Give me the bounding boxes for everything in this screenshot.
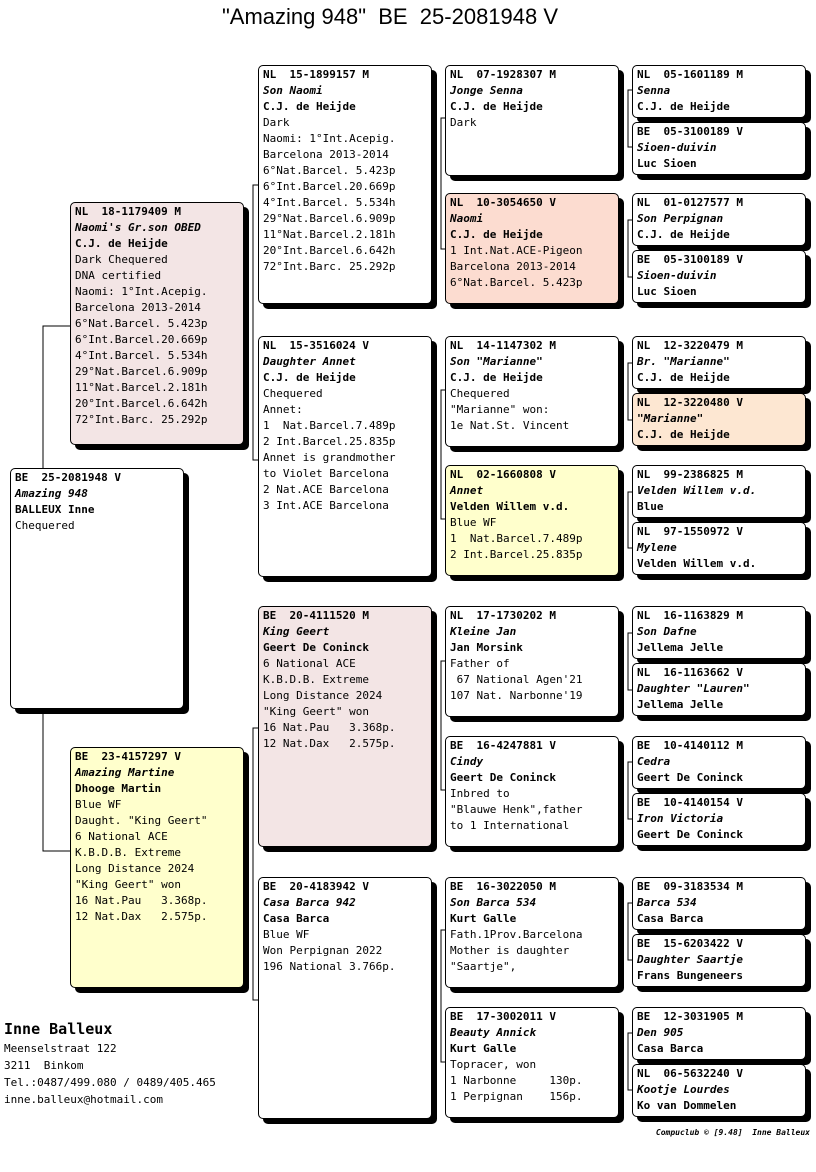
owner-name: Jellema Jelle <box>637 641 724 654</box>
pigeon-card-g7[interactable] <box>632 465 806 518</box>
ring-number: BE 23-4157297 V <box>75 750 181 763</box>
pigeon-name: Son Dafne <box>637 625 697 638</box>
pigeon-card-dds[interactable] <box>445 877 619 988</box>
info-line: "King Geert" won <box>263 705 369 718</box>
owner-name: Kurt Galle <box>450 912 517 925</box>
pigeon-card-dd[interactable] <box>258 877 432 1119</box>
pigeon-name: Sioen-duivin <box>637 141 717 154</box>
owner-name: C.J. de Heijde <box>637 228 730 241</box>
owner-name: Jellema Jelle <box>637 698 724 711</box>
info-line: "Marianne" won: <box>450 403 550 416</box>
info-line: 29°Nat.Barcel.6.909p <box>263 212 396 225</box>
pigeon-name: Son Perpignan <box>637 212 724 225</box>
breeder-address-street: Meenselstraat 122 <box>4 1042 117 1055</box>
info-line: Long Distance 2024 <box>263 689 383 702</box>
info-line: Mother is daughter <box>450 944 570 957</box>
info-line: Fath.1Prov.Barcelona <box>450 928 583 941</box>
pigeon-name: Beauty Annick <box>450 1026 537 1039</box>
owner-name: Geert De Coninck <box>263 641 369 654</box>
ring-number: NL 01-0127577 M <box>637 196 743 209</box>
pigeon-name: Cedra <box>637 755 671 768</box>
info-line: Blue WF <box>263 928 310 941</box>
pigeon-name: Cindy <box>450 755 484 768</box>
info-line: 20°Int.Barcel.6.642h <box>263 244 396 257</box>
info-line: 1 Narbonne 130p. <box>450 1074 583 1087</box>
info-line: K.B.D.B. Extreme <box>75 846 181 859</box>
info-line: 6°Nat.Barcel. 5.423p <box>75 317 208 330</box>
info-line: DNA certified <box>75 269 162 282</box>
ring-number: NL 16-1163662 V <box>637 666 743 679</box>
owner-name: Casa Barca <box>637 912 704 925</box>
owner-name: C.J. de Heijde <box>450 100 543 113</box>
info-line: 2 Int.Barcel.25.835p <box>263 435 396 448</box>
pigeon-name: Sioen-duivin <box>637 269 717 282</box>
breeder-info <box>4 1018 216 1108</box>
info-line: 29°Nat.Barcel.6.909p <box>75 365 208 378</box>
pigeon-name: "Marianne" <box>637 412 704 425</box>
info-line: "Blauwe Henk",father <box>450 803 583 816</box>
ring-number: NL 05-1601189 M <box>637 68 743 81</box>
pigeon-card-sd[interactable] <box>258 336 432 577</box>
pigeon-name: Son Naomi <box>263 84 323 97</box>
info-line: "King Geert" won <box>75 878 181 891</box>
owner-name: C.J. de Heijde <box>637 100 730 113</box>
info-line: 2 Nat.ACE Barcelona <box>263 483 389 496</box>
pigeon-name: Amazing 948 <box>15 487 88 500</box>
ring-number: BE 05-3100189 V <box>637 253 743 266</box>
ring-number: NL 97-1550972 V <box>637 525 743 538</box>
owner-name: Velden Willem v.d. <box>450 500 570 513</box>
info-line: Blue WF <box>75 798 122 811</box>
ring-number: NL 15-1899157 M <box>263 68 369 81</box>
info-line: Annet is grandmother <box>263 451 396 464</box>
info-line: 12 Nat.Dax 2.575p. <box>263 737 396 750</box>
info-line: 72°Int.Barc. 25.292p <box>263 260 396 273</box>
info-line: Dark <box>263 116 290 129</box>
info-line: 6°Nat.Barcel. 5.423p <box>263 164 396 177</box>
owner-name: Luc Sioen <box>637 285 697 298</box>
owner-name: Geert De Coninck <box>450 771 556 784</box>
info-line: 1 Nat.Barcel.7.489p <box>450 532 583 545</box>
owner-name: Frans Bungeneers <box>637 969 743 982</box>
owner-name: Ko van Dommelen <box>637 1099 737 1112</box>
breeder-name: Inne Balleux <box>4 1020 113 1038</box>
info-line: Chequered <box>15 519 75 532</box>
pigeon-card-g5[interactable] <box>632 336 806 389</box>
owner-name: Casa Barca <box>263 912 330 925</box>
ring-number: BE 15-6203422 V <box>637 937 743 950</box>
pigeon-name: Naomi's Gr.son OBED <box>75 221 201 234</box>
footer-credit: Compuclub © [9.48] Inne Balleux <box>655 1128 810 1137</box>
info-line: Inbred to <box>450 787 510 800</box>
ring-number: NL 07-1928307 M <box>450 68 556 81</box>
ring-number: BE 16-4247881 V <box>450 739 556 752</box>
pigeon-name: Br. "Marianne" <box>637 355 730 368</box>
owner-name: C.J. de Heijde <box>263 371 356 384</box>
pigeon-card-g4[interactable] <box>632 250 806 303</box>
pigeon-card-g10[interactable] <box>632 663 806 716</box>
info-line: Topracer, won <box>450 1058 537 1071</box>
owner-name: Luc Sioen <box>637 157 697 170</box>
info-line: to Violet Barcelona <box>263 467 389 480</box>
ring-number: NL 14-1147302 M <box>450 339 556 352</box>
pigeon-name: Barca 534 <box>637 896 697 909</box>
ring-number: BE 20-4111520 M <box>263 609 369 622</box>
info-line: Barcelona 2013-2014 <box>450 260 576 273</box>
pigeon-card-root[interactable] <box>10 468 184 709</box>
pigeon-name: Son Barca 534 <box>450 896 537 909</box>
info-line: "Saartje", <box>450 960 517 973</box>
info-line: 1e Nat.St. Vincent <box>450 419 570 432</box>
pigeon-name: Amazing Martine <box>75 766 175 779</box>
info-line: Chequered <box>263 387 323 400</box>
pigeon-card-sss[interactable] <box>445 65 619 176</box>
ring-number: BE 05-3100189 V <box>637 125 743 138</box>
ring-number: BE 20-4183942 V <box>263 880 369 893</box>
pigeon-card-g11[interactable] <box>632 736 806 789</box>
info-line: 3 Int.ACE Barcelona <box>263 499 389 512</box>
info-line: Daught. "King Geert" <box>75 814 208 827</box>
pigeon-card-g16[interactable] <box>632 1064 806 1117</box>
breeder-address-city: 3211 Binkom <box>4 1059 84 1072</box>
pigeon-name: Daughter Saartje <box>637 953 743 966</box>
pigeon-card-sire[interactable] <box>70 202 244 445</box>
info-line: 12 Nat.Dax 2.575p. <box>75 910 208 923</box>
pigeon-name: Velden Willem v.d. <box>637 484 757 497</box>
pigeon-card-ss[interactable] <box>258 65 432 304</box>
owner-name: Casa Barca <box>637 1042 704 1055</box>
info-line: 16 Nat.Pau 3.368p. <box>75 894 208 907</box>
info-line: Blue WF <box>450 516 497 529</box>
info-line: Annet: <box>263 403 303 416</box>
pigeon-name: Son "Marianne" <box>450 355 543 368</box>
ring-number: BE 25-2081948 V <box>15 471 121 484</box>
pigeon-card-dam[interactable] <box>70 747 244 988</box>
owner-name: C.J. de Heijde <box>637 428 730 441</box>
info-line: 67 National Agen'21 <box>450 673 583 686</box>
owner-name: Jan Morsink <box>450 641 523 654</box>
info-line: 1 Nat.Barcel.7.489p <box>263 419 396 432</box>
info-line: Barcelona 2013-2014 <box>75 301 201 314</box>
page-title: "Amazing 948" BE 25-2081948 V <box>221 4 559 29</box>
ring-number: BE 17-3002011 V <box>450 1010 556 1023</box>
pigeon-name: Daughter "Lauren" <box>637 682 750 695</box>
info-line: Naomi: 1°Int.Acepig. <box>75 285 208 298</box>
pigeon-card-g15[interactable] <box>632 1007 806 1060</box>
owner-name: Geert De Coninck <box>637 771 743 784</box>
pigeon-card-g6[interactable] <box>632 393 806 446</box>
ring-number: NL 02-1660808 V <box>450 468 556 481</box>
info-line: 4°Int.Barcel. 5.534h <box>263 196 396 209</box>
breeder-email[interactable]: inne.balleux@hotmail.com <box>4 1093 163 1106</box>
info-line: 6°Nat.Barcel. 5.423p <box>450 276 583 289</box>
ring-number: NL 18-1179409 M <box>75 205 181 218</box>
info-line: 6°Int.Barcel.20.669p <box>263 180 396 193</box>
info-line: 72°Int.Barc. 25.292p <box>75 413 208 426</box>
owner-name: Dhooge Martin <box>75 782 162 795</box>
info-line: 1 Perpignan 156p. <box>450 1090 583 1103</box>
info-line: Dark Chequered <box>75 253 168 266</box>
ring-number: NL 12-3220480 V <box>637 396 743 409</box>
owner-name: Blue <box>637 500 664 513</box>
info-line: 16 Nat.Pau 3.368p. <box>263 721 396 734</box>
breeder-phone: Tel.:0487/499.080 / 0489/405.465 <box>4 1076 216 1089</box>
info-line: 20°Int.Barcel.6.642h <box>75 397 208 410</box>
info-line: Naomi: 1°Int.Acepig. <box>263 132 396 145</box>
pigeon-name: Naomi <box>450 212 484 225</box>
info-line: 4°Int.Barcel. 5.534h <box>75 349 208 362</box>
pigeon-card-dsd[interactable] <box>445 736 619 847</box>
ring-number: NL 16-1163829 M <box>637 609 743 622</box>
ring-number: NL 17-1730202 M <box>450 609 556 622</box>
info-line: 11°Nat.Barcel.2.181h <box>263 228 396 241</box>
info-line: 11°Nat.Barcel.2.181h <box>75 381 208 394</box>
pigeon-card-g14[interactable] <box>632 934 806 987</box>
ring-number: NL 99-2386825 M <box>637 468 743 481</box>
pigeon-name: Senna <box>637 84 671 97</box>
pigeon-name: Mylene <box>637 541 677 554</box>
owner-name: C.J. de Heijde <box>75 237 168 250</box>
info-line: Father of <box>450 657 510 670</box>
pigeon-name: Den 905 <box>637 1026 684 1039</box>
pigeon-card-g12[interactable] <box>632 793 806 846</box>
info-line: 196 National 3.766p. <box>263 960 396 973</box>
info-line: Long Distance 2024 <box>75 862 195 875</box>
ring-number: NL 06-5632240 V <box>637 1067 743 1080</box>
owner-name: Kurt Galle <box>450 1042 517 1055</box>
pigeon-name: Kleine Jan <box>450 625 517 638</box>
info-line: 1 Int.Nat.ACE-Pigeon <box>450 244 583 257</box>
pigeon-card-g9[interactable] <box>632 606 806 659</box>
ring-number: BE 12-3031905 M <box>637 1010 743 1023</box>
ring-number: NL 12-3220479 M <box>637 339 743 352</box>
pigeon-card-g8[interactable] <box>632 522 806 575</box>
pigeon-card-ssd[interactable] <box>445 193 619 304</box>
pigeon-name: Kootje Lourdes <box>637 1083 730 1096</box>
info-line: Dark <box>450 116 477 129</box>
info-line: K.B.D.B. Extreme <box>263 673 369 686</box>
pigeon-card-ddd[interactable] <box>445 1007 619 1118</box>
pigeon-card-g13[interactable] <box>632 877 806 930</box>
owner-name: C.J. de Heijde <box>450 228 543 241</box>
info-line: 107 Nat. Narbonne'19 <box>450 689 583 702</box>
owner-name: BALLEUX Inne <box>15 503 95 516</box>
pigeon-name: Annet <box>450 484 484 497</box>
owner-name: C.J. de Heijde <box>263 100 356 113</box>
pigeon-card-ds[interactable] <box>258 606 432 847</box>
pigeon-card-g3[interactable] <box>632 193 806 246</box>
pigeon-name: Casa Barca 942 <box>263 896 356 909</box>
info-line: 6°Int.Barcel.20.669p <box>75 333 208 346</box>
info-line: 6 National ACE <box>263 657 356 670</box>
pigeon-name: Iron Victoria <box>637 812 724 825</box>
owner-name: C.J. de Heijde <box>637 371 730 384</box>
ring-number: NL 15-3516024 V <box>263 339 369 352</box>
pigeon-name: King Geert <box>263 625 330 638</box>
owner-name: Velden Willem v.d. <box>637 557 757 570</box>
ring-number: BE 16-3022050 M <box>450 880 556 893</box>
pigeon-name: Jonge Senna <box>450 84 523 97</box>
pigeon-card-sdd[interactable] <box>445 465 619 576</box>
ring-number: BE 10-4140112 M <box>637 739 743 752</box>
owner-name: Geert De Coninck <box>637 828 743 841</box>
info-line: Won Perpignan 2022 <box>263 944 383 957</box>
info-line: Barcelona 2013-2014 <box>263 148 389 161</box>
info-line: to 1 International <box>450 819 570 832</box>
info-line: Chequered <box>450 387 510 400</box>
owner-name: C.J. de Heijde <box>450 371 543 384</box>
ring-number: BE 10-4140154 V <box>637 796 743 809</box>
pigeon-card-g1[interactable] <box>632 65 806 118</box>
info-line: 2 Int.Barcel.25.835p <box>450 548 583 561</box>
pigeon-card-sds[interactable] <box>445 336 619 447</box>
ring-number: BE 09-3183534 M <box>637 880 743 893</box>
pigeon-name: Daughter Annet <box>263 355 356 368</box>
info-line: 6 National ACE <box>75 830 168 843</box>
ring-number: NL 10-3054650 V <box>450 196 556 209</box>
pigeon-card-g2[interactable] <box>632 122 806 175</box>
pigeon-card-dss[interactable] <box>445 606 619 717</box>
